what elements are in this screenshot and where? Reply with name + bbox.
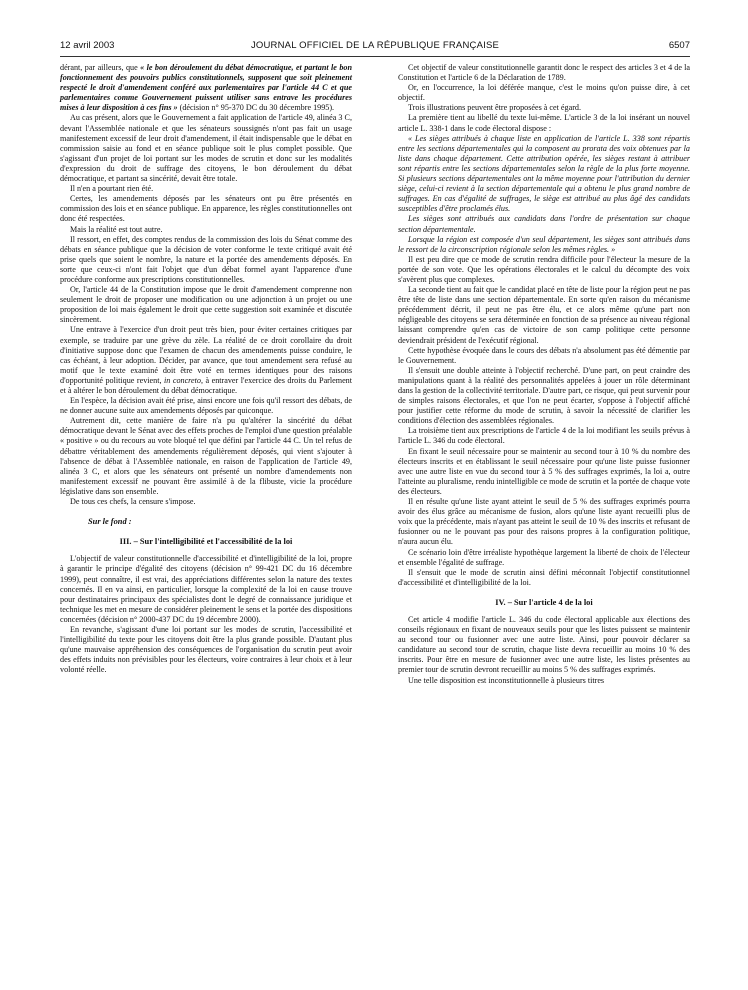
paragraph: En fixant le seuil nécessaire pour se maintenir au second tour à 10 % du nombre des électeurs inscrits et en établissant le seuil nécessaire pour qu'une liste puisse fusionner avec une autre liste en vue du second tour à 5 % des suffrages exprimés, la loi a, outre l'atteinte au pluralisme, rendu inintelligible ce mode de scrutin et la portée de chaque vote des électeurs. [398, 446, 690, 496]
header-rule [60, 56, 690, 57]
paragraph: Cette hypothèse évoquée dans le cours des débats n'a absolument pas été démentie par le Gouvernement. [398, 345, 690, 365]
paragraph: En revanche, s'agissant d'une loi portant sur les modes de scrutin, l'accessibilité et l'intelligibilité du texte pour les citoyens doit être la plus grande possible. D'autant plus qu'une mauvaise appréhension des conséquences de l'organisation du scrutin peut avoir des effets induits non prévisibles pour les électeurs, voire contraires à leur choix et à leur volonté réelle. [60, 624, 352, 675]
header-title: JOURNAL OFFICIEL DE LA RÉPUBLIQUE FRANÇAISE [250, 40, 500, 51]
paragraph: Il s'ensuit une double atteinte à l'objectif recherché. D'une part, on peut craindre des manipulations quant à la réalité des personnalités appelées à jouer un rôle déterminant dans la gestion de la collectivité territoriale. D'autre part, ce risque, qui peut survenir pour de simples raisons électorales, et que l'on ne peut écarter, s'oppose à l'objectif affiché pour justifier cette réforme du mode de scrutin, à savoir la nécessité de clarifier les conditions d'élection des assemblées régionales. [398, 365, 690, 426]
paragraph: De tous ces chefs, la censure s'impose. [70, 497, 196, 507]
paragraph: Il n'en a pourtant rien été. [70, 184, 154, 194]
paragraph: Ce scénario loin d'être irréaliste hypothèque largement la liberté de choix de l'électeur et ensemble l'égalité de suffrage. [398, 547, 690, 567]
header-page-number: 6507 [668, 40, 690, 51]
paragraph: Or, en l'occurrence, la loi déférée manque, c'est le moins qu'on puisse dire, à cet objectif. [398, 83, 690, 103]
paragraph: Certes, les amendements déposés par les sénateurs ont pu être présentés en commission des lois et en séance publique. En apparence, les règles constitutionnelles ont donc été respectées. [60, 194, 352, 224]
section-heading: IV. – Sur l'article 4 de la loi [495, 597, 593, 607]
quoted-text: « le bon déroulement du débat démocratique, et partant le bon fonctionnement des pouvoirs publics constitutionnels, supposent que soit pleinement respecté le droit d'amendement conféré aux parlementaires par l'article 44 C et que parlementaires comme Gouvernement puissent utiliser sans entrave les procédures mises à leur disposition à ces fins » [60, 63, 352, 113]
left-column [60, 63, 352, 675]
paragraph: Trois illustrations peuvent être proposées à cet égard. [408, 103, 581, 113]
paragraph: Il ressort, en effet, des comptes rendus de la commission des lois du Sénat comme des débats en séance publique que la décision de voter conforme le texte critiqué avait été prise quels que soient le nombre, la nature et la portée des amendements déposés. En sorte que ceux-ci n'ont fait l'objet que d'un débat formel ayant l'apparence d'une procédure conforme aux prescriptions constitutionnelles. [60, 234, 352, 284]
quoted-paragraph: Les sièges sont attribués aux candidats dans l'ordre de présentation sur chaque section départementale. [398, 214, 690, 234]
paragraph: Il en résulte qu'une liste ayant atteint le seuil de 5 % des suffrages exprimés pourra avoir des élus grâce au mécanisme de fusion, alors qu'une liste ayant recueilli plus de voix que la précédente, mais n'ayant pas atteint le seuil de 10 % des inscrits et refusant de fusionner ou ne le pouvant pas pour des raisons propres à la configuration politique, n'aura aucun élu. [398, 497, 690, 547]
quoted-paragraph: Lorsque la région est composée d'un seul département, les sièges sont attribués dans le ressort de la circonscription régionale selon les mêmes règles. » [398, 234, 690, 254]
page-header [60, 40, 690, 56]
paragraph [60, 63, 352, 113]
text: (décision n° 95-370 DC du 30 décembre 1995). [177, 103, 335, 113]
right-column [398, 63, 690, 686]
paragraph: Or, l'article 44 de la Constitution impose que le droit d'amendement comprenne non seulement le droit de proposer une modification ou une adjonction à un projet ou une proposition de loi mais également le droit que cette suggestion soit examinée et discutée sincèrement. [60, 285, 352, 325]
text: Une entrave à l'exercice d'un droit peut très bien, pour éviter certaines critiques par exemple, se traduire par une grève du zèle. La réalité de ce droit corollaire du droit d'initiative suppose donc que l'examen de chacun des amendements puisse conduire, le cas échéant, à leur adoption. Décider, par avance, que tout amendement sera refusé au motif que le texte examiné doit être voté en termes identiques pour des raisons d'opportunité politique revient, [60, 325, 352, 385]
section-heading: III. – Sur l'intelligibilité et l'accessibilité de la loi [119, 537, 293, 547]
paragraph: Autrement dit, cette manière de faire n'a pu qu'altérer la sincérité du débat démocratique devant le Sénat avec des effets proches de l'emploi d'une question préalable « positive » ou du recours au vote bloqué tel que défini par l'article 44 C. Un tel refus de débattre véritablement des amendements régulièrement déposés, qui vient s'ajouter à l'absence de débat à l'Assemblée nationale, en raison de l'application de l'article 49, alinéa 3 C, et alors que les sénateurs ont présenté un nombre d'amendements non manifestement excessif ne pouvant être assimilé à de la flibuste, vicie la procédure législative dans son ensemble. [60, 416, 352, 496]
sub-heading: Sur le fond : [88, 517, 132, 527]
paragraph: Au cas présent, alors que le Gouvernement a fait application de l'article 49, alinéa 3 C, devant l'Assemblée nationale et que les sénateurs soussignés n'ont pas fait un usage manifestement excessif de leur droit d'amendement, il était indispensable que le débat en commission saisie au fond et en séance publique soit le plus complet possible. Que s'agissant d'un projet de loi portant sur les modes de scrutin et donc sur les modalités d'expression du droit de suffrage des citoyens, le bon déroulement du débat démocratique, et partant sa sincérité, devait être totale. [60, 113, 352, 184]
paragraph: La seconde tient au fait que le candidat placé en tête de liste pour la région peut ne pas être tête de liste dans une section départementale. En sorte qu'en raison du mécanisme précédemment décrit, il peut ne pas être élu, et ce alors même qu'une part non négligeable des citoyens se sera déterminée en fonction de sa présence au niveau régional laissant comprendre qu'en cas de victoire de son camp politique cette personne deviendrait président de l'exécutif régional. [398, 285, 690, 345]
paragraph [60, 325, 352, 396]
paragraph: En l'espèce, la décision avait été prise, ainsi encore une fois qu'il ressort des débats, de ne donner aucune suite aux amendements déposés par quiconque. [60, 396, 352, 416]
quoted-paragraph: « Les sièges attribués à chaque liste en application de l'article L. 338 sont répartis entre les sections départementales qui la composent au prorata des voix obtenues par la liste dans chaque département. Cette attribution opérée, les sièges restant à attribuer sont répartis entre les sections départementales selon la règle de la plus forte moyenne. Si plusieurs sections départementales ont la même moyenne pour l'attribution du dernier siège, celui-ci revient à la section départementale qui a obtenu le plus grand nombre de suffrages. En cas d'égalité de suffrages, le siège est attribué au plus âgé des candidats susceptibles d'être proclamés élus. [398, 133, 690, 214]
text: dérant, par ailleurs, que [60, 63, 141, 72]
text: , à entraver l'exercice des droits du Parlement et à altérer le bon déroulement du débat démocratique. [60, 375, 352, 395]
paragraph: L'objectif de valeur constitutionnelle d'accessibilité et d'intelligibilité de la loi, propre à garantir le principe d'égalité des citoyens (décision n° 99-421 DC du 16 décembre 1999), peut connaître, il est vrai, des appréciations différentes selon la nature des textes concernés. Il en va ainsi, en particulier, lorsque la complexité de la loi en cause trouve pour destinataires principaux des spécialistes dont le degré de connaissance juridique et technique les met en mesure de considérer pleinement le sens et la portée des dispositions concernées (décision n° 2000-437 DC du 19 décembre 2000). [60, 554, 352, 624]
paragraph: Une telle disposition est inconstitutionnelle à plusieurs titres [408, 675, 605, 685]
italic-text: in concreto [164, 375, 201, 385]
paragraph: Cet objectif de valeur constitutionnelle garantit donc le respect des articles 3 et 4 de la Constitution et l'article 6 de la Déclaration de 1789. [398, 63, 690, 83]
paragraph: La troisième tient aux prescriptions de l'article 4 de la loi modifiant les seuils prévus à l'article L. 346 du code électoral. [398, 426, 690, 446]
paragraph: Mais la réalité est tout autre. [70, 224, 163, 234]
paragraph: La première tient au libellé du texte lui-même. L'article 3 de la loi insérant un nouvel article L. 338-1 dans le code électoral dispose : [398, 113, 690, 133]
paragraph: Il s'ensuit que le mode de scrutin ainsi défini méconnaît l'objectif constitutionnel d'accessibilité et d'intelligibilité de la loi. [398, 567, 690, 587]
paragraph: Il est peu dire que ce mode de scrutin rendra difficile pour l'électeur la mesure de la portée de son vote. Que les opérations électorales et le calcul du décompte des voix s'avèrent plus que complexes. [398, 254, 690, 284]
header-date: 12 avril 2003 [60, 40, 115, 51]
paragraph: Cet article 4 modifie l'article L. 346 du code électoral applicable aux élections des conseils régionaux en fixant de nouveaux seuils pour que les listes puissent se maintenir au second tour ou fusionner avec une autre liste. Ainsi, pour pouvoir déclarer sa candidature au second tour de scrutin, chaque liste devra recueillir au moins 10 % des inscrits. Pour être en mesure de fusionner avec une autre liste, les listes présentes au premier tour de scrutin devront recueillir au moins 5 % des suffrages exprimés. [398, 614, 690, 675]
